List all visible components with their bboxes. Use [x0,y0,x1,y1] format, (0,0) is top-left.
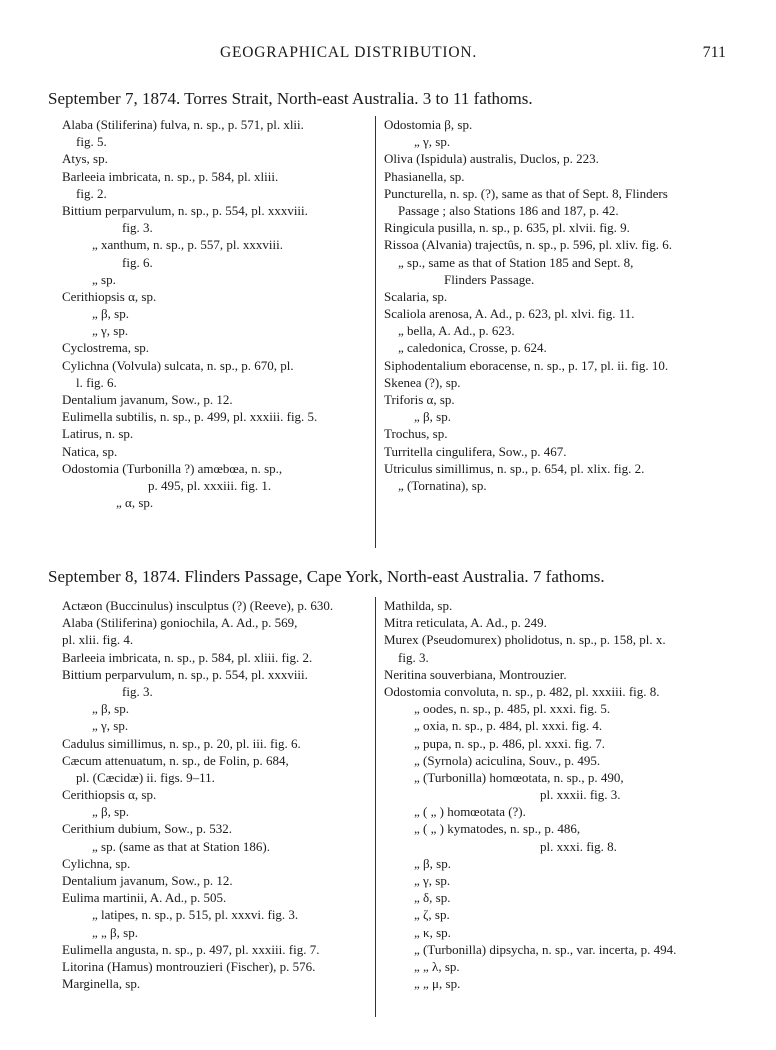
list-item: Odostomia (Turbonilla ?) amœbœa, n. sp., [62,460,283,476]
list-item: Odostomia β, sp. [384,117,473,132]
list-item: fig. 6. [122,254,153,270]
list-item: Cæcum attenuatum, n. sp., de Folin, p. 684, [62,752,289,768]
list-item: Alaba (Stiliferina) goniochila, A. Ad., p. 569, [62,615,298,631]
list-item: Cerithiopsis α, sp. [62,288,157,304]
list-item: „ xanthum, n. sp., p. 557, pl. xxxviii. [92,237,284,253]
list-item: Natica, sp. [62,443,118,459]
list-item: pl. xxxii. fig. 3. [540,787,621,803]
list-item: fig. 5. [76,134,107,150]
list-item: pl. xxxi. fig. 8. [540,838,617,854]
list-item: p. 495, pl. xxxiii. fig. 1. [148,477,272,493]
list-item: fig. 3. [398,649,429,665]
list-item: Phasianella, sp. [384,168,465,184]
right-column [384,597,734,992]
list-item: „ pupa, n. sp., p. 486, pl. xxxi. fig. 7. [414,735,606,751]
list-item: Actæon (Buccinulus) insculptus (?) (Reeve), p. 630. [62,598,334,613]
list-item: Dentalium javanum, Sow., p. 12. [62,873,233,888]
list-item: fig. 3. [122,220,153,236]
page-number: 711 [702,44,726,61]
list-item: Atys, sp. [62,151,108,167]
list-item: „ sp. [92,271,116,287]
list-item: Bittium perparvulum, n. sp., p. 554, pl. xxxviii. [62,666,308,682]
list-item: Scaliola arenosa, A. Ad., p. 623, pl. xlvi. fig. 11. [384,306,635,322]
list-item: l. fig. 6. [76,374,117,390]
list-item: „ (Turbonilla) homœotata, n. sp., p. 490, [414,769,624,785]
list-item: „ α, sp. [116,495,154,511]
list-item: Bittium perparvulum, n. sp., p. 554, pl. xxxviii. [62,202,308,218]
left-column [62,116,377,511]
list-item: Cyclostrema, sp. [62,340,150,356]
list-item: Ringicula pusilla, n. sp., p. 635, pl. xlvii. fig. 9. [384,220,630,236]
running-head-title: GEOGRAPHICAL DISTRIBUTION. [220,44,478,61]
list-item: „ (Syrnola) aciculina, Souv., p. 495. [414,752,601,768]
list-item: „ δ, sp. [414,890,451,906]
list-item: Barleeia imbricata, n. sp., p. 584, pl. xliii. [62,168,279,184]
list-item: „ ( „ ) kymatodes, n. sp., p. 486, [414,821,581,837]
list-item: Utriculus simillimus, n. sp., p. 654, pl. xlix. fig. 2. [384,460,645,476]
list-item: Rissoa (Alvania) trajectûs, n. sp., p. 596, pl. xliv. fig. 6. [384,237,673,253]
list-item: „ β, sp. [414,855,451,871]
list-item: Cerithiopsis α, sp. [62,787,157,803]
list-item: Odostomia convoluta, n. sp., p. 482, pl. xxxiii. fig. 8. [384,683,660,699]
list-item: „ γ, sp. [92,323,129,339]
list-item: „ bella, A. Ad., p. 623. [398,323,515,339]
list-item: „ „ β, sp. [92,924,138,940]
list-item: „ oxia, n. sp., p. 484, pl. xxxi. fig. 4. [414,718,603,734]
list-item: „ sp. (same as that at Station 186). [92,838,270,854]
list-item: Marginella, sp. [62,976,141,992]
section-heading: September 8, 1874. Flinders Passage, Cape York, North-east Australia. 7 fathoms. [48,567,605,586]
running-head [0,44,776,66]
list-item: fig. 2. [76,185,107,201]
list-item: Turritella cingulifera, Sow., p. 467. [384,443,567,459]
list-item: Eulimella subtilis, n. sp., p. 499, pl. xxxiii. fig. 5. [62,409,318,425]
list-item: Murex (Pseudomurex) pholidotus, n. sp., p. 158, pl. x. [384,632,666,648]
list-item: fig. 3. [122,683,153,699]
list-item: Triforis α, sp. [384,392,455,407]
right-column [384,116,734,494]
list-item: „ oodes, n. sp., p. 485, pl. xxxi. fig. 5. [414,701,611,717]
list-item: „ β, sp. [414,409,451,425]
list-item: „ β, sp. [92,804,129,820]
list-item: „ „ λ, sp. [414,958,460,974]
list-item: „ β, sp. [92,306,129,322]
section-body [48,597,738,1017]
list-item: „ β, sp. [92,701,129,717]
list-item: „ „ μ, sp. [414,976,461,992]
section-body [48,116,738,548]
list-item: Scalaria, sp. [384,288,448,304]
list-item: Litorina (Hamus) montrouzieri (Fischer), p. 576. [62,958,316,974]
list-item: „ γ, sp. [414,134,451,150]
list-item: „ caledonica, Crosse, p. 624. [398,340,547,356]
list-item: Puncturella, n. sp. (?), same as that of Sept. 8, Flinders [384,185,668,201]
list-item: pl. (Cæcidæ) ii. figs. 9–11. [76,769,215,785]
list-item: Passage ; also Stations 186 and 187, p. 42. [398,202,619,218]
list-item: Siphodentalium eboracense, n. sp., p. 17, pl. ii. fig. 10. [384,357,669,373]
list-item: Mitra reticulata, A. Ad., p. 249. [384,615,547,631]
list-item: „ ( „ ) homœotata (?). [414,804,526,820]
list-item: pl. xlii. fig. 4. [62,632,134,648]
list-item: Oliva (Ispidula) australis, Duclos, p. 223. [384,151,599,167]
list-item: Trochus, sp. [384,426,448,442]
list-item: „ latipes, n. sp., p. 515, pl. xxxvi. fig. 3. [92,907,299,923]
list-item: Cylichna (Volvula) sulcata, n. sp., p. 670, pl. [62,357,294,373]
list-item: Eulimella angusta, n. sp., p. 497, pl. xxxiii. fig. 7. [62,941,320,957]
list-item: Neritina souverbiana, Montrouzier. [384,666,567,682]
list-item: Cadulus simillimus, n. sp., p. 20, pl. iii. fig. 6. [62,735,301,751]
list-item: Mathilda, sp. [384,598,453,613]
list-item: „ γ, sp. [414,873,451,888]
list-item: „ κ, sp. [414,924,451,940]
list-item: Cylichna, sp. [62,855,131,871]
list-item: „ sp., same as that of Station 185 and Sept. 8, [398,254,634,270]
list-item: „ (Turbonilla) dipsycha, n. sp., var. incerta, p. 494. [414,941,677,957]
list-item: Eulima martinii, A. Ad., p. 505. [62,890,227,906]
list-item: „ (Tornatina), sp. [398,477,487,493]
list-item: Latirus, n. sp. [62,426,134,442]
list-item: Flinders Passage. [444,271,535,287]
left-column [62,597,377,992]
section-heading: September 7, 1874. Torres Strait, North-east Australia. 3 to 11 fathoms. [48,89,533,108]
list-item: „ ζ, sp. [414,907,450,923]
list-item: „ γ, sp. [92,718,129,734]
list-item: Dentalium javanum, Sow., p. 12. [62,392,233,407]
list-item: Alaba (Stiliferina) fulva, n. sp., p. 571, pl. xlii. [62,117,304,132]
list-item: Barleeia imbricata, n. sp., p. 584, pl. xliii. fig. 2. [62,649,313,665]
list-item: Cerithium dubium, Sow., p. 532. [62,821,232,837]
list-item: Skenea (?), sp. [384,374,461,390]
